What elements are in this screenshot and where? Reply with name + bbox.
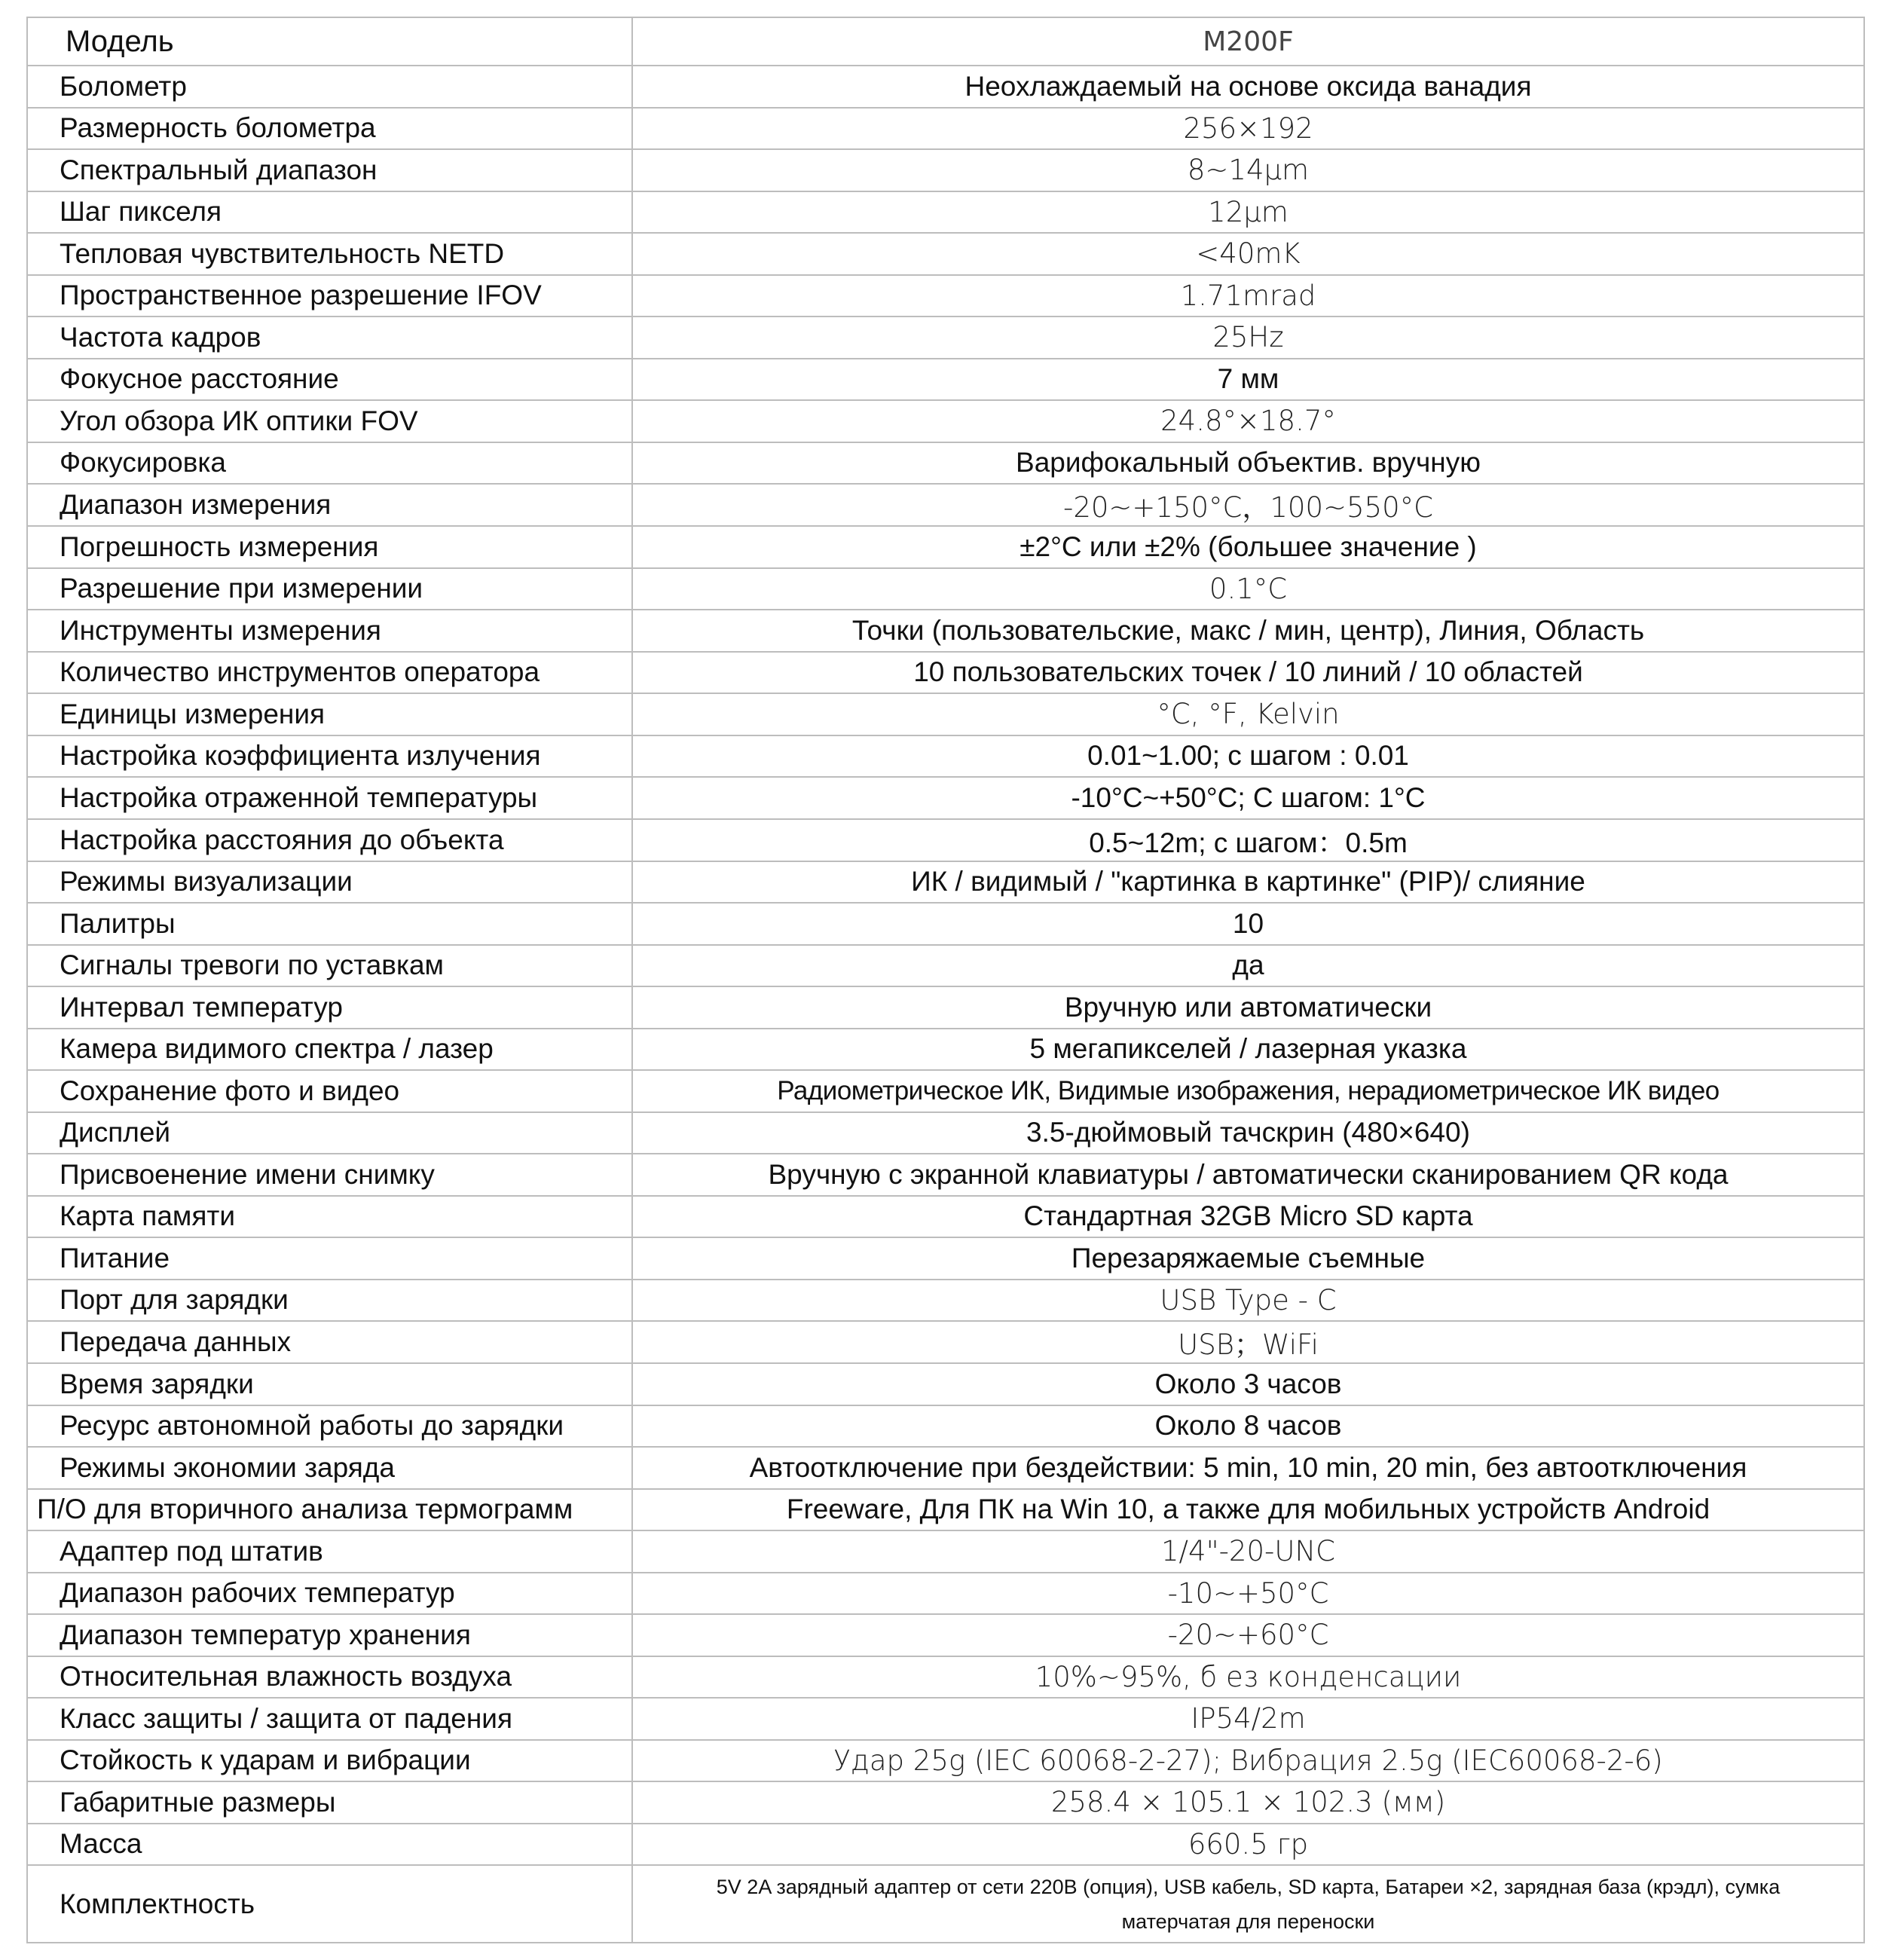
row-value: 10 <box>632 903 1864 945</box>
row-value: 5V 2A зарядный адаптер от сети 220В (опция), USB кабель, SD карта, Батареи ×2, зарядная база (крэдл), сумка матерчатая для переноски <box>632 1865 1864 1943</box>
row-label: Стойкость к ударам и вибрации <box>27 1740 632 1782</box>
row-value: Радиометрическое ИК, Видимые изображения, нерадиометрическое ИК видео <box>632 1070 1864 1112</box>
table-row <box>27 1656 1864 1699</box>
row-label: Спектральный диапазон <box>27 149 632 191</box>
row-label: Фокусировка <box>27 442 632 485</box>
row-label: Частота кадров <box>27 316 632 359</box>
row-value: Автоотключение при бездействии: 5 min, 10 min, 20 min, без автоотключения <box>632 1447 1864 1489</box>
table-row <box>27 861 1864 904</box>
table-row <box>27 359 1864 401</box>
row-value: Неохлаждаемый на основе оксида ванадия <box>632 66 1864 108</box>
row-value: Удар 25g (IEC 60068-2-27); Вибрация 2.5g (IEC60068-2-6) <box>632 1740 1864 1782</box>
table-row <box>27 108 1864 150</box>
row-label: Сохранение фото и видео <box>27 1070 632 1112</box>
row-value: 10%~95%, б ез конденсации <box>632 1656 1864 1699</box>
row-value: USB；WiFi <box>632 1321 1864 1363</box>
row-label: Ресурс автономной работы до зарядки <box>27 1405 632 1448</box>
row-value: Перезаряжаемые съемные <box>632 1237 1864 1280</box>
table-row <box>27 1740 1864 1782</box>
row-label: Угол обзора ИК оптики FOV <box>27 400 632 442</box>
row-label: Режимы визуализации <box>27 861 632 904</box>
row-label: Относительная влажность воздуха <box>27 1656 632 1699</box>
table-row <box>27 1321 1864 1363</box>
row-label: Питание <box>27 1237 632 1280</box>
table-row <box>27 1614 1864 1656</box>
row-value: Варифокальный объектив. вручную <box>632 442 1864 485</box>
row-value: Точки (пользовательские, макс / мин, центр), Линия, Область <box>632 610 1864 652</box>
row-label: Присвоенение имени снимку <box>27 1154 632 1196</box>
row-value: Freeware, Для ПК на Win 10, а также для мобильных устройств Android <box>632 1489 1864 1531</box>
table-row <box>27 1154 1864 1196</box>
table-row <box>27 1781 1864 1824</box>
row-value: 25Hz <box>632 316 1864 359</box>
row-value: 660.5 гр <box>632 1824 1864 1866</box>
table-row <box>27 1070 1864 1112</box>
row-value: Около 8 часов <box>632 1405 1864 1448</box>
table-row <box>27 1237 1864 1280</box>
table-row <box>27 735 1864 778</box>
row-label: Диапазон измерения <box>27 484 632 526</box>
row-value: USB Type - C <box>632 1280 1864 1322</box>
table-row <box>27 1865 1864 1943</box>
row-value: да <box>632 945 1864 987</box>
row-label: Тепловая чувствительность NETD <box>27 233 632 275</box>
row-label: Разрешение при измерении <box>27 568 632 610</box>
row-label: Единицы измерения <box>27 693 632 735</box>
table-row <box>27 1447 1864 1489</box>
table-row <box>27 66 1864 108</box>
row-label: Передача данных <box>27 1321 632 1363</box>
table-row-model <box>27 17 1864 66</box>
table-row <box>27 233 1864 275</box>
table-row <box>27 819 1864 861</box>
table-row <box>27 945 1864 987</box>
row-label: Настройка коэффициента излучения <box>27 735 632 778</box>
table-row <box>27 652 1864 694</box>
row-value: 12μm <box>632 191 1864 234</box>
row-value: Стандартная 32GB Micro SD карта <box>632 1196 1864 1238</box>
row-label: Дисплей <box>27 1112 632 1154</box>
row-label: Камера видимого спектра / лазер <box>27 1029 632 1071</box>
row-label: Пространственное разрешение IFOV <box>27 275 632 317</box>
row-label: Интервал температур <box>27 986 632 1029</box>
table-row <box>27 1698 1864 1740</box>
row-value: Вручную или автоматически <box>632 986 1864 1029</box>
row-label: Погрешность измерения <box>27 526 632 568</box>
table-row <box>27 1530 1864 1573</box>
table-row <box>27 316 1864 359</box>
row-label: Порт для зарядки <box>27 1280 632 1322</box>
row-value: Около 3 часов <box>632 1363 1864 1405</box>
row-label: Настройка отраженной температуры <box>27 777 632 819</box>
row-label: П/О для вторичного анализа термограмм <box>27 1489 632 1531</box>
table-row <box>27 1280 1864 1322</box>
table-row <box>27 693 1864 735</box>
row-label: Болометр <box>27 66 632 108</box>
row-value: 0.5~12m; с шагом：0.5m <box>632 819 1864 861</box>
row-value: M200F <box>632 17 1864 66</box>
row-value: Вручную с экранной клавиатуры / автоматически сканированием QR кода <box>632 1154 1864 1196</box>
row-label: Размерность болометра <box>27 108 632 150</box>
table-row <box>27 1029 1864 1071</box>
row-label: Комплектность <box>27 1865 632 1943</box>
table-row <box>27 1573 1864 1615</box>
row-label: Адаптер под штатив <box>27 1530 632 1573</box>
row-label: Сигналы тревоги по уставкам <box>27 945 632 987</box>
row-label: Модель <box>27 17 632 66</box>
row-value: 0.01~1.00; с шагом : 0.01 <box>632 735 1864 778</box>
table-row <box>27 986 1864 1029</box>
table-row <box>27 526 1864 568</box>
row-value: 7 мм <box>632 359 1864 401</box>
table-row <box>27 275 1864 317</box>
table-row <box>27 1405 1864 1448</box>
row-label: Шаг пикселя <box>27 191 632 234</box>
row-label: Количество инструментов оператора <box>27 652 632 694</box>
row-value: <40mK <box>632 233 1864 275</box>
row-label: Палитры <box>27 903 632 945</box>
row-label: Диапазон температур хранения <box>27 1614 632 1656</box>
row-value: -10~+50°C <box>632 1573 1864 1615</box>
table-row <box>27 442 1864 485</box>
table-row <box>27 1489 1864 1531</box>
row-value: 0.1°C <box>632 568 1864 610</box>
row-label: Время зарядки <box>27 1363 632 1405</box>
table-row <box>27 1824 1864 1866</box>
table-row <box>27 1112 1864 1154</box>
table-row <box>27 1363 1864 1405</box>
row-value: ИК / видимый / "картинка в картинке" (PIP)/ слияние <box>632 861 1864 904</box>
row-label: Габаритные размеры <box>27 1781 632 1824</box>
row-value: 258.4 × 105.1 × 102.3 (мм) <box>632 1781 1864 1824</box>
table-row <box>27 610 1864 652</box>
row-label: Класс защиты / защита от падения <box>27 1698 632 1740</box>
row-label: Масса <box>27 1824 632 1866</box>
row-value: IP54/2m <box>632 1698 1864 1740</box>
spec-table <box>26 17 1865 1943</box>
row-label: Настройка расстояния до объекта <box>27 819 632 861</box>
row-value: 256×192 <box>632 108 1864 150</box>
table-row <box>27 568 1864 610</box>
row-value: °C, °F, Kelvin <box>632 693 1864 735</box>
row-value: ±2°C или ±2% (большее значение ) <box>632 526 1864 568</box>
row-value: 8~14μm <box>632 149 1864 191</box>
row-value: 3.5-дюймовый тачскрин (480×640) <box>632 1112 1864 1154</box>
row-label: Диапазон рабочих температур <box>27 1573 632 1615</box>
row-value: -20~+60°C <box>632 1614 1864 1656</box>
table-row <box>27 1196 1864 1238</box>
row-value: 5 мегапикселей / лазерная указка <box>632 1029 1864 1071</box>
row-label: Режимы экономии заряда <box>27 1447 632 1489</box>
table-row <box>27 149 1864 191</box>
table-row <box>27 191 1864 234</box>
table-row <box>27 400 1864 442</box>
row-value: 1.71mrad <box>632 275 1864 317</box>
row-value: 24.8°×18.7° <box>632 400 1864 442</box>
row-label: Карта памяти <box>27 1196 632 1238</box>
table-row <box>27 903 1864 945</box>
row-value: 10 пользовательских точек / 10 линий / 10 областей <box>632 652 1864 694</box>
row-label: Фокусное расстояние <box>27 359 632 401</box>
table-row <box>27 484 1864 526</box>
row-value: -10°C~+50°C; С шагом: 1°C <box>632 777 1864 819</box>
row-value: -20~+150°C，100~550°C <box>632 484 1864 526</box>
row-label: Инструменты измерения <box>27 610 632 652</box>
table-row <box>27 777 1864 819</box>
row-value: 1/4"-20-UNC <box>632 1530 1864 1573</box>
